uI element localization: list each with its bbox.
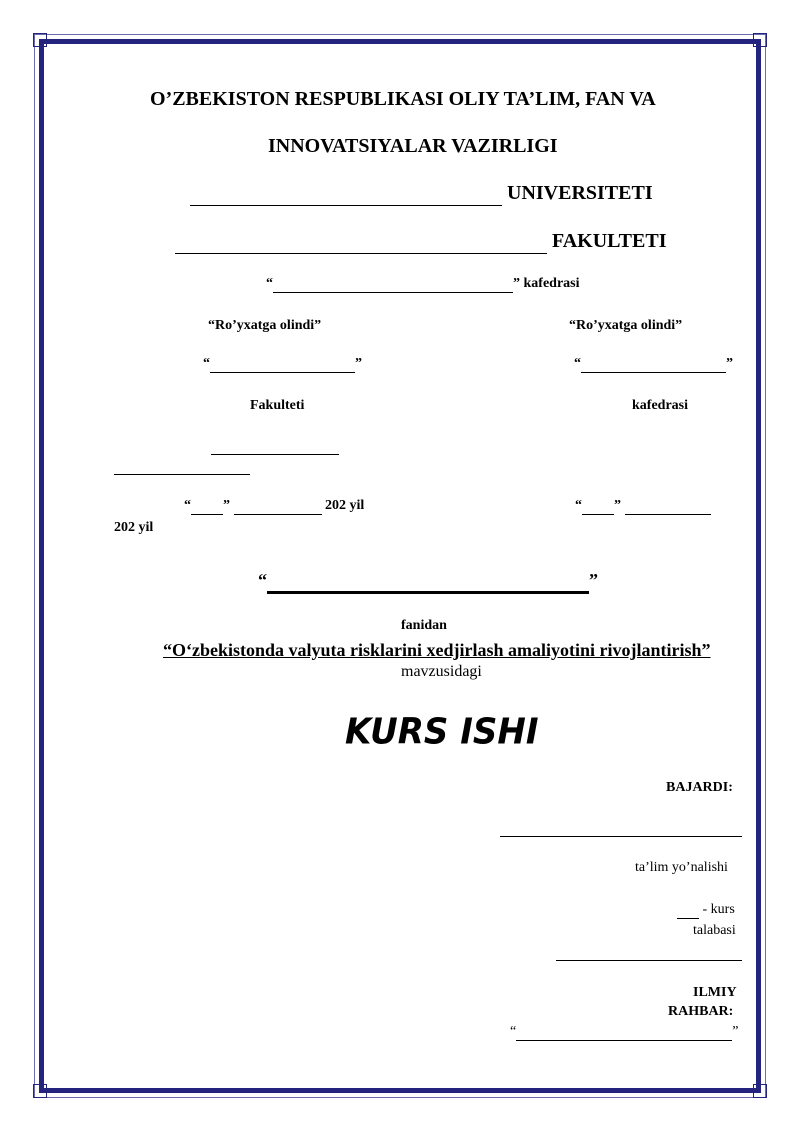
corner-ornament-top-right [753, 33, 767, 47]
fanidan-label: fanidan [401, 618, 447, 633]
course-label: - kurs [702, 902, 735, 917]
right-signature-blank[interactable] [114, 458, 250, 475]
registered-left-unit: Fakulteti [250, 398, 305, 413]
registered-right-unit: kafedrasi [632, 398, 688, 413]
mavzusidagi-label: mavzusidagi [401, 663, 482, 680]
right-date-line: “ ” [575, 498, 711, 515]
supervisor-label-line-2: RAHBAR: [668, 1004, 734, 1019]
faculty-line [175, 230, 666, 254]
talabasi-label: talabasi [693, 923, 736, 938]
supervisor-label-line-1: ILMIY [693, 985, 737, 1000]
corner-ornament-bottom-right [753, 1084, 767, 1098]
left-date-day-blank[interactable] [191, 498, 223, 515]
bajardi-label: BAJARDI: [666, 780, 733, 795]
ministry-line-2: INNOVATSIYALAR VAZIRLIGI [268, 135, 558, 157]
registered-right-number: “ ” [574, 356, 733, 371]
student-signature-blank[interactable] [556, 944, 742, 961]
university-label: UNIVERSITETI [507, 182, 653, 204]
topic-title: “O‘zbekistonda valyuta risklarini xedjirlash amaliyotini rivojlantirish” [163, 640, 711, 660]
document-title: KURS ISHI [345, 711, 539, 753]
student-name-blank[interactable] [500, 820, 742, 837]
university-name-blank[interactable] [190, 182, 502, 206]
course-line [677, 902, 735, 919]
university-line [190, 182, 653, 206]
department-label: kafedrasi [523, 276, 580, 291]
corner-ornament-bottom-left [33, 1084, 47, 1098]
registered-left-number: “ ” [203, 356, 362, 371]
subject-name-line: “ ” [258, 570, 598, 594]
left-date-year: 202 yil [325, 498, 365, 513]
course-number-blank[interactable] [677, 902, 699, 919]
right-date-month-blank[interactable] [625, 498, 711, 515]
department-name-blank[interactable] [273, 276, 513, 293]
registered-left-number-blank[interactable] [210, 356, 355, 373]
registered-left-label: “Ro’yxatga olindi” [208, 318, 322, 333]
right-date-year: 202 yil [114, 520, 154, 535]
department-line [266, 276, 580, 293]
supervisor-name-blank[interactable] [516, 1024, 732, 1041]
subject-name-blank[interactable] [267, 570, 589, 594]
left-signature-blank[interactable] [211, 438, 339, 455]
ministry-line-1: O’ZBEKISTON RESPUBLIKASI OLIY TA’LIM, FAN VA [150, 88, 656, 110]
department-quote-close: ” [513, 276, 520, 291]
left-date-line: “ ” 202 yil [184, 498, 365, 513]
left-date-month-blank[interactable] [234, 498, 322, 515]
direction-label: ta’lim yo’nalishi [635, 860, 728, 875]
department-quote-open: “ [266, 276, 273, 291]
faculty-label: FAKULTETI [552, 230, 667, 252]
supervisor-name-line: “ ” [510, 1024, 739, 1039]
registered-right-label: “Ro’yxatga olindi” [569, 318, 683, 333]
right-date-day-blank[interactable] [582, 498, 614, 515]
corner-ornament-top-left [33, 33, 47, 47]
faculty-name-blank[interactable] [175, 230, 547, 254]
registered-right-number-blank[interactable] [581, 356, 726, 373]
